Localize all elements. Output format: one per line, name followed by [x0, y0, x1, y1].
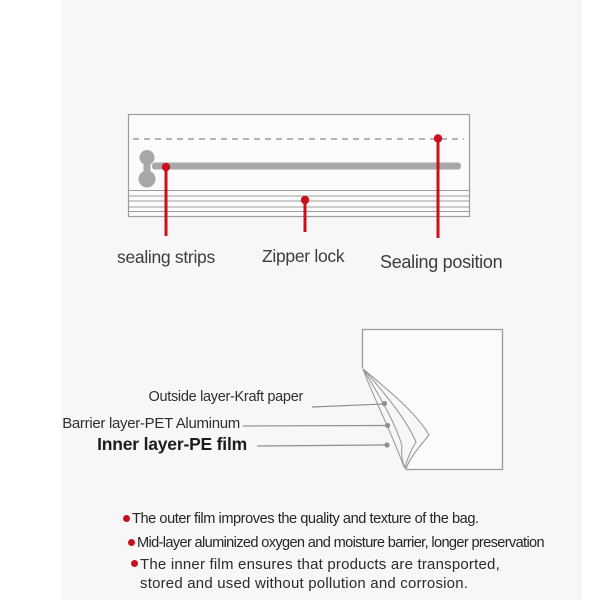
- leader-line-outside: [312, 404, 383, 407]
- leader-line-barrier: [243, 426, 386, 427]
- callout-dot-zipper-lock: [301, 196, 309, 204]
- bullet-item-mid-layer: [137, 535, 544, 551]
- leader-dot-inner: [384, 442, 389, 447]
- bullet-text: Mid-layer aluminized oxygen and moisture barrier, longer preservation: [137, 535, 544, 551]
- leader-dot-outside: [382, 401, 387, 406]
- label-sealing-position: Sealing position: [380, 252, 503, 272]
- zipper-bar: [152, 163, 461, 170]
- bullet-dot-icon: [123, 515, 130, 522]
- leader-dot-barrier: [385, 423, 390, 428]
- bullet-text-line1: The inner film ensures that products are transported,: [140, 556, 500, 573]
- callout-dot-sealing-position: [434, 134, 442, 142]
- bullet-text-line2: stored and used without pollution and corrosion.: [140, 574, 469, 592]
- leader-lines: [243, 404, 386, 446]
- callout-dot-sealing-strips: [162, 163, 170, 171]
- bullet-dot-icon: [131, 560, 138, 567]
- label-barrier-layer: Barrier layer-PET Aluminum: [62, 415, 240, 432]
- label-sealing-strips: sealing strips: [117, 247, 215, 267]
- leader-line-inner: [257, 445, 385, 446]
- label-zipper-lock: Zipper lock: [262, 246, 345, 266]
- bullet-text: The outer film improves the quality and texture of the bag.: [132, 511, 479, 527]
- bag-top-diagram: [129, 115, 470, 239]
- label-inner-layer: Inner layer-PE film: [97, 434, 247, 454]
- bullet-item-outer-film: [132, 511, 479, 527]
- bullet-dot-icon: [128, 539, 135, 546]
- bullet-item-inner-film: [140, 556, 500, 593]
- label-outside-layer: Outside layer-Kraft paper: [148, 389, 303, 405]
